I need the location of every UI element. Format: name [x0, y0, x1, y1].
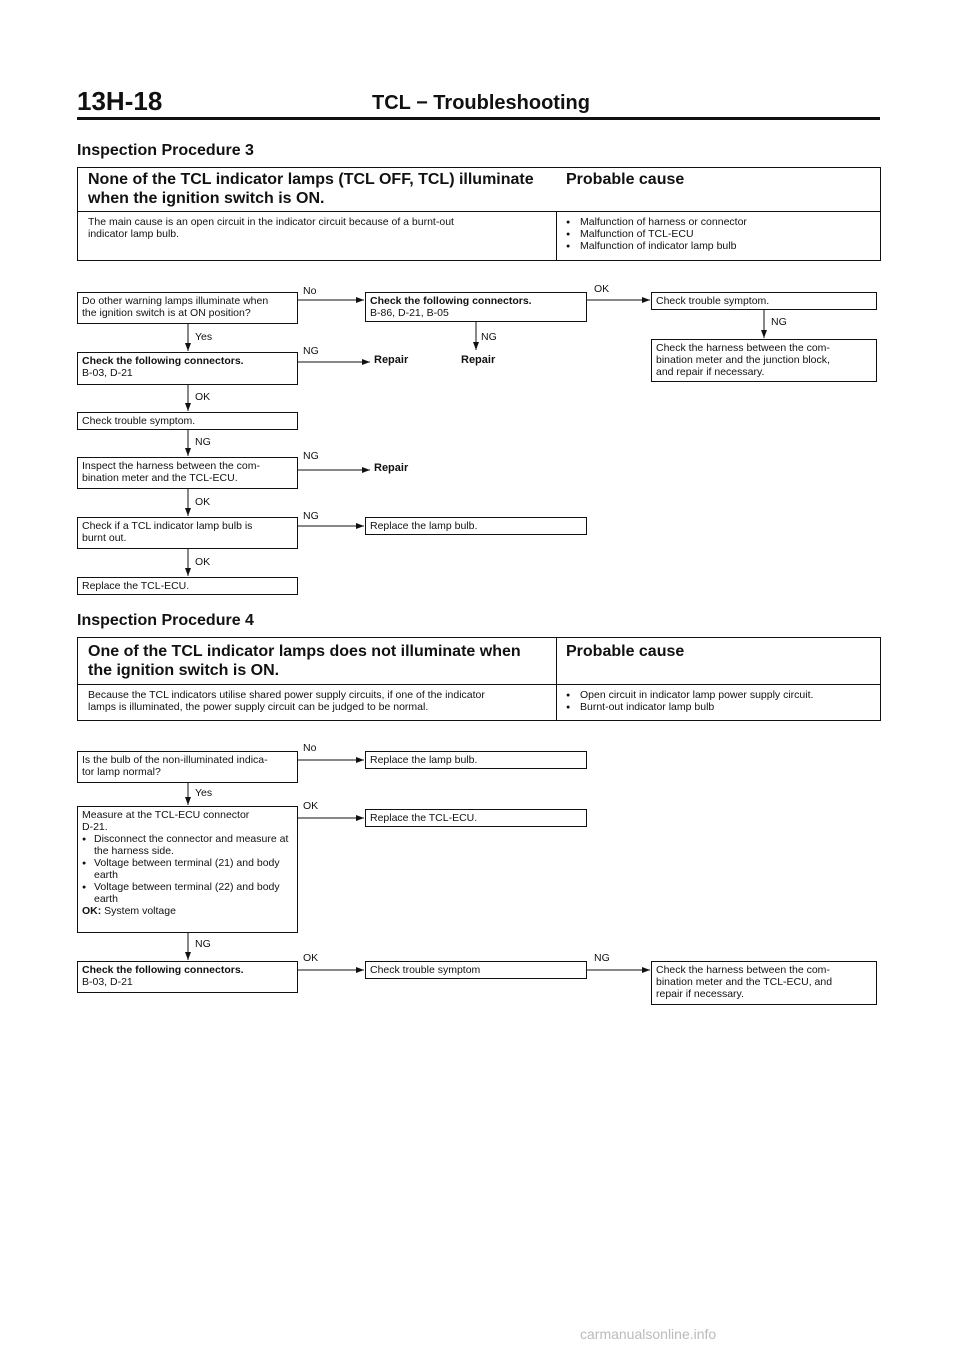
cause-item: ● Malfunction of TCL-ECU: [566, 228, 747, 240]
box-line: Check trouble symptom: [370, 964, 481, 976]
box-line: D-21.: [82, 821, 108, 833]
label-ng: NG: [195, 938, 211, 950]
label-ng: NG: [771, 316, 787, 328]
ok-criteria-label: OK:: [82, 905, 102, 917]
cause-item: ● Malfunction of indicator lamp bulb: [566, 240, 747, 252]
box-title: Check the following connectors.: [82, 355, 244, 367]
label-no: No: [303, 285, 317, 297]
box-line: bination meter and the junction block,: [656, 354, 830, 366]
label-yes: Yes: [195, 787, 213, 799]
label-ok: OK: [195, 496, 211, 508]
connector-list: B-03, D-21: [82, 976, 133, 988]
symptom-title-line2: the ignition switch is ON.: [88, 662, 280, 679]
box-line: Check the harness between the com-: [656, 964, 830, 976]
label-ok: OK: [195, 391, 211, 403]
probable-cause-heading: Probable cause: [566, 643, 685, 660]
label-ok: OK: [594, 283, 610, 295]
description-line2: indicator lamp bulb.: [88, 228, 180, 240]
measure-step: ● Disconnect the connector and measure at the harness side.: [82, 833, 293, 857]
connector-list: B-86, D-21, B-05: [370, 307, 449, 319]
label-yes: Yes: [195, 331, 213, 343]
label-ng: NG: [303, 345, 319, 357]
label-ok: OK: [303, 952, 319, 964]
page-title: TCL − Troubleshooting: [372, 92, 590, 114]
description-line1: The main cause is an open circuit in the indicator circuit because of a burnt-out: [88, 216, 454, 228]
label-no: No: [303, 742, 317, 754]
box-line: and repair if necessary.: [656, 366, 765, 378]
box-line: Is the bulb of the non-illuminated indica-: [82, 754, 268, 766]
box-line: Check trouble symptom.: [656, 295, 770, 307]
symptom-title-line1: None of the TCL indicator lamps (TCL OFF, TCL) illuminate: [88, 171, 534, 188]
cause-item: ● Burnt-out indicator lamp bulb: [566, 701, 813, 713]
box-line: Replace the TCL-ECU.: [82, 580, 190, 592]
box-line: Do other warning lamps illuminate when: [82, 295, 269, 307]
box-line: Check if a TCL indicator lamp bulb is: [82, 520, 253, 532]
box-line: Inspect the harness between the com-: [82, 460, 261, 472]
repair-text: Repair: [461, 354, 496, 366]
label-ng: NG: [303, 510, 319, 522]
box-line: Check trouble symptom.: [82, 415, 196, 427]
watermark: carmanualsonline.info: [580, 1326, 717, 1342]
box-line: Replace the lamp bulb.: [370, 520, 478, 532]
probable-cause-heading: Probable cause: [566, 171, 685, 188]
box-line: the ignition switch is at ON position?: [82, 307, 251, 319]
box-line: repair if necessary.: [656, 988, 744, 1000]
box-line: burnt out.: [82, 532, 127, 544]
ok-criteria-value: System voltage: [104, 905, 176, 917]
label-ok: OK: [303, 800, 319, 812]
cause-item: ● Open circuit in indicator lamp power supply circuit.: [566, 689, 813, 701]
label-ng: NG: [195, 436, 211, 448]
procedure-4-heading: Inspection Procedure 4: [77, 612, 254, 629]
connector-list: B-03, D-21: [82, 367, 133, 379]
box-line: Measure at the TCL-ECU connector: [82, 809, 250, 821]
box-line: Replace the TCL-ECU.: [370, 812, 478, 824]
box-line: bination meter and the TCL-ECU, and: [656, 976, 833, 988]
box-title: Check the following connectors.: [82, 964, 244, 976]
label-ng: NG: [303, 450, 319, 462]
measure-step: ● Voltage between terminal (21) and body earth: [82, 857, 293, 881]
repair-text: Repair: [374, 462, 409, 474]
label-ok: OK: [195, 556, 211, 568]
description-line2: lamps is illuminated, the power supply circuit can be judged to be normal.: [88, 701, 429, 713]
cause-item: ● Malfunction of harness or connector: [566, 216, 747, 228]
label-ng: NG: [594, 952, 610, 964]
box-line: bination meter and the TCL-ECU.: [82, 472, 238, 484]
symptom-title-line1: One of the TCL indicator lamps does not illuminate when: [88, 643, 521, 660]
repair-text: Repair: [374, 354, 409, 366]
symptom-title-line2: when the ignition switch is ON.: [88, 190, 325, 207]
description-line1: Because the TCL indicators utilise shared power supply circuits, if one of the indicator: [88, 689, 485, 701]
label-ng: NG: [481, 331, 497, 343]
box-line: Replace the lamp bulb.: [370, 754, 478, 766]
box-line: tor lamp normal?: [82, 766, 161, 778]
procedure-3-heading: Inspection Procedure 3: [77, 142, 254, 159]
box-line: Check the harness between the com-: [656, 342, 830, 354]
page-code: 13H-18: [77, 86, 163, 116]
measure-step: ● Voltage between terminal (22) and body earth: [82, 881, 293, 905]
box-title: Check the following connectors.: [370, 295, 532, 307]
